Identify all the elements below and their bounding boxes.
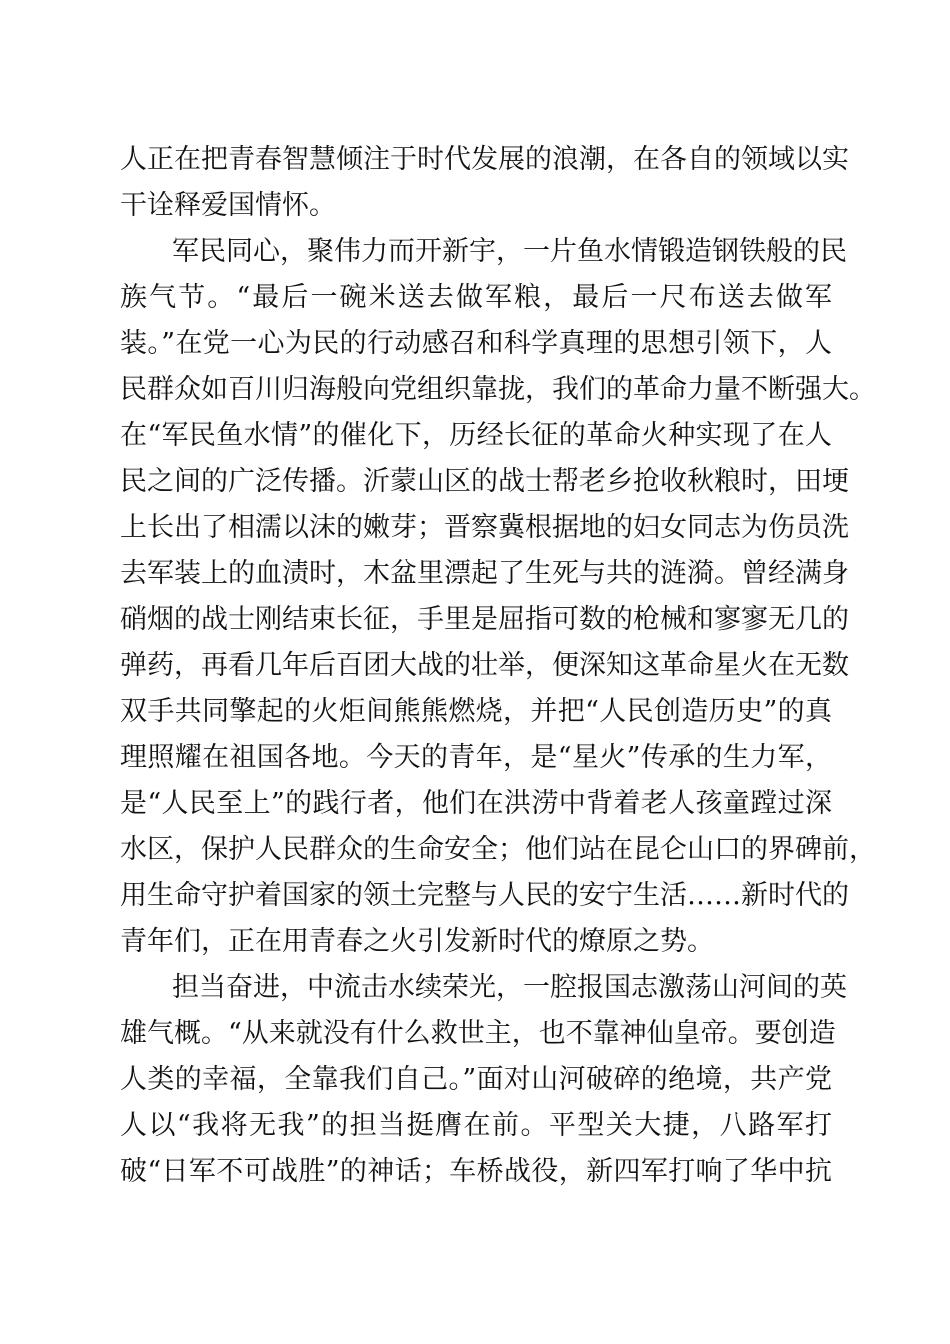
text-line: 族气节。“最后一碗米送去做军粮，最后一尺布送去做军 [120, 282, 832, 313]
text-line: 军民同心，聚伟力而开新宇，一片鱼水情锻造钢铁般的民 [172, 236, 847, 267]
text-line: 用生命守护着国家的领土完整与人民的安宁生活……新时代的 [120, 880, 849, 911]
text-line: 理照耀在祖国各地。今天的青年，是“星火”传承的生力军， [120, 742, 832, 773]
text-line: 民之间的广泛传播。沂蒙山区的战士帮老乡抢收秋粮时，田埂 [120, 466, 849, 497]
text-line: 去军装上的血渍时，木盆里漂起了生死与共的涟漪。曾经满身 [120, 558, 849, 589]
text-line: 青年们，正在用青春之火引发新时代的燎原之势。 [120, 926, 714, 957]
text-line: 人以“我将无我”的担当挺膺在前。平型关大捷，八路军打 [120, 1110, 832, 1141]
text-line: 担当奋进，中流击水续荣光，一腔报国志激荡山河间的英 [172, 972, 847, 1003]
text-line: 雄气概。“从来就没有什么救世主，也不靠神仙皇帝。要创造 [120, 1018, 836, 1049]
text-line: 民群众如百川归海般向党组织靠拢，我们的革命力量不断强大。 [120, 374, 876, 405]
text-line: 水区，保护人民群众的生命安全；他们站在昆仑山口的界碑前， [120, 834, 876, 865]
text-line: 干诠释爱国情怀。 [120, 190, 336, 221]
text-line: 上长出了相濡以沫的嫩芽；晋察冀根据地的妇女同志为伤员洗 [120, 512, 849, 543]
text-line: 是“人民至上”的践行者，他们在洪涝中背着老人孩童蹚过深 [120, 788, 832, 819]
text-line: 人类的幸福，全靠我们自己。”面对山河破碎的绝境，共产党 [120, 1064, 832, 1095]
text-line: 双手共同擎起的火炬间熊熊燃烧，并把“人民创造历史”的真 [120, 696, 832, 727]
text-line: 在“军民鱼水情”的催化下，历经长征的革命火种实现了在人 [120, 420, 832, 451]
text-line: 装。”在党一心为民的行动感召和科学真理的思想引领下，人 [120, 328, 832, 359]
text-line: 人正在把青春智慧倾注于时代发展的浪潮，在各自的领域以实 [120, 144, 849, 175]
text-line: 硝烟的战士刚结束长征，手里是屈指可数的枪械和寥寥无几的 [120, 604, 849, 635]
text-line: 破“日军不可战胜”的神话；车桥战役，新四军打响了华中抗 [120, 1156, 832, 1187]
text-line: 弹药，再看几年后百团大战的壮举，便深知这革命星火在无数 [120, 650, 849, 681]
